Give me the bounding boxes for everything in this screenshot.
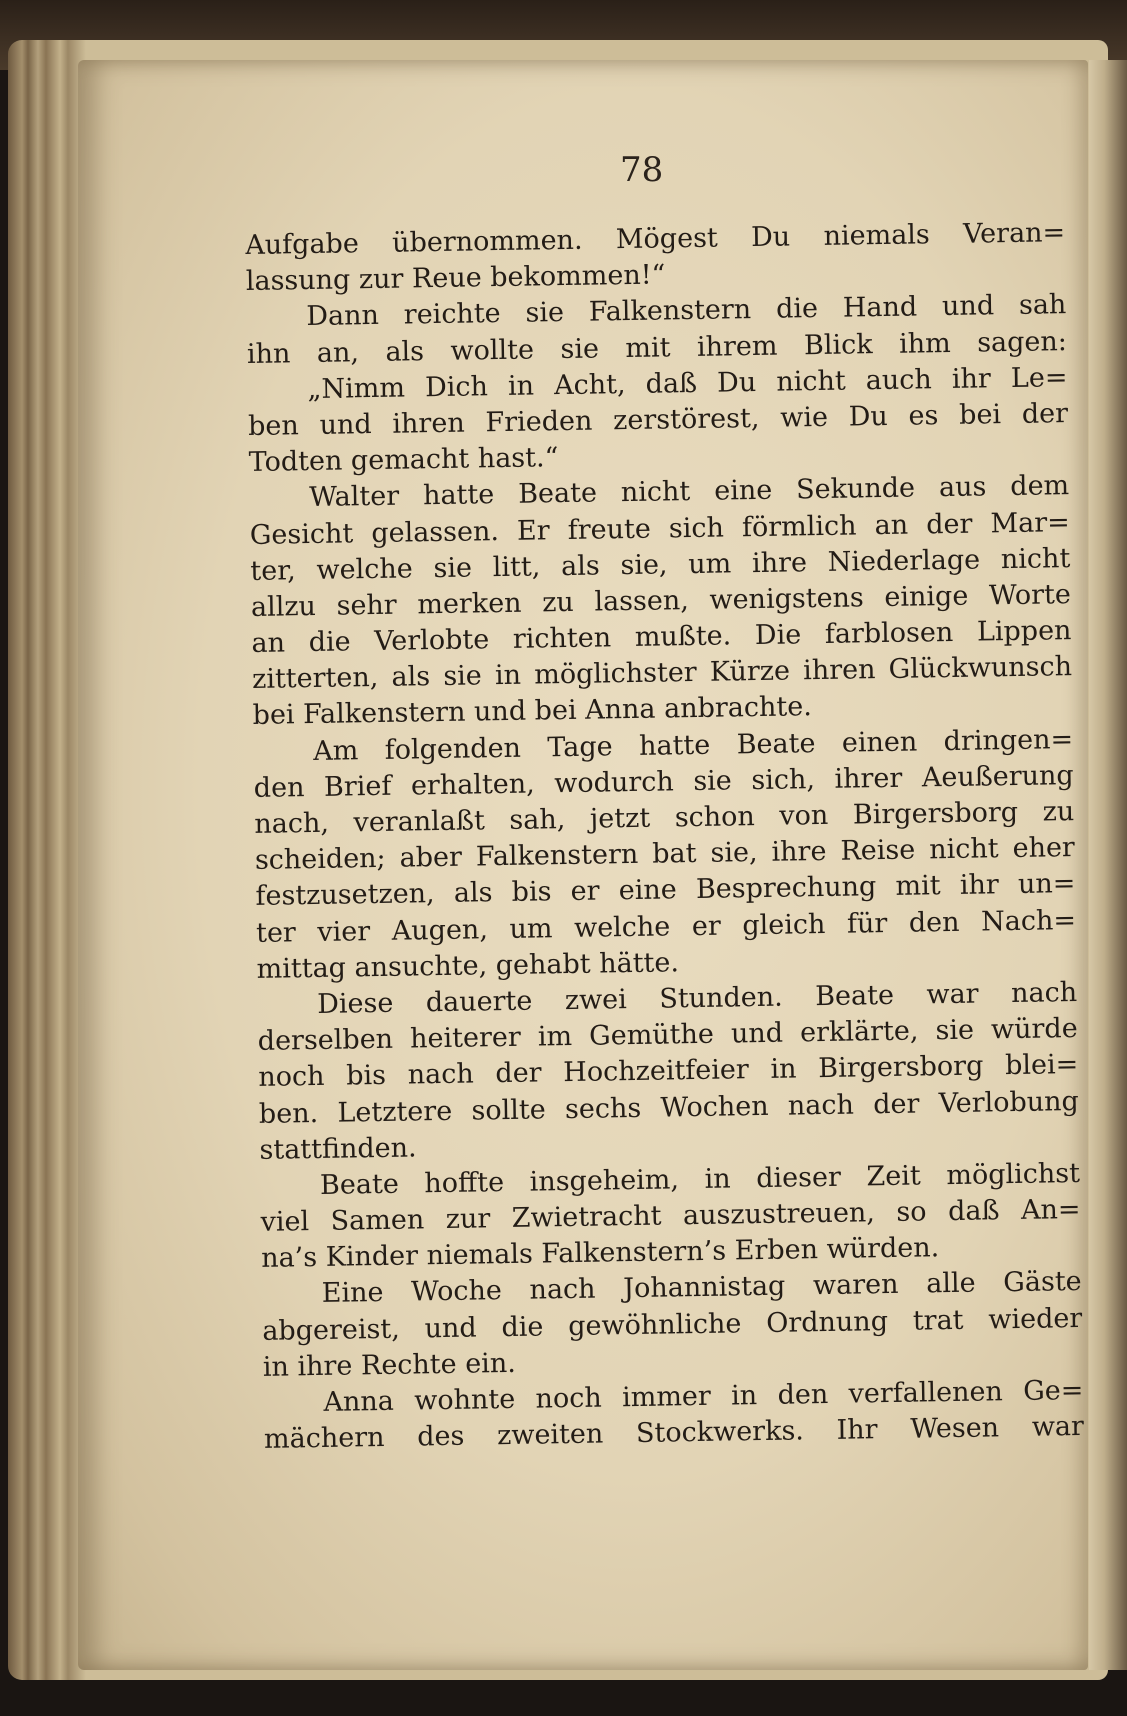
text-line: Eine Woche nach Johannistag waren alle Gäste — [321, 1266, 1082, 1310]
text-line: mächern des zweiten Stockwerks. Ihr Wesen war — [263, 1411, 1085, 1456]
text-line: in ihre Rechte ein. — [262, 1347, 517, 1383]
text-line: Todten gemacht hast.“ — [248, 442, 559, 479]
text-line: derselben heiterer im Gemüthe und erklärte, sie würde — [257, 1013, 1078, 1058]
text-line: lassung zur Reue bekommen!“ — [245, 259, 666, 298]
text-line: scheiden; aber Falkenstern bat sie, ihre Reise nicht eher — [254, 832, 1076, 877]
text-line: allzu sehr merken zu lassen, wenigstens einige Worte — [250, 578, 1072, 623]
text-line: zitterten, als sie in möglichster Kürze ihren Glückwunsch — [251, 651, 1073, 696]
text-line: Dann reichte sie Falkenstern die Hand und sah — [306, 289, 1067, 333]
page-edge-right — [1089, 60, 1127, 1670]
text-line: Beate hoffte insgeheim, in dieser Zeit möglichst — [319, 1157, 1081, 1201]
text-line: Gesicht gelassen. Er freute sich förmlich an der Mar= — [249, 506, 1070, 551]
text-line: ben. Letztere sollte sechs Wochen nach der Verlobung — [258, 1085, 1080, 1130]
text-line: „Nimm Dich in Acht, daß Du nicht auch ihr Le= — [307, 361, 1068, 405]
text-line: Anna wohnte noch immer in den verfallenen Ge= — [323, 1374, 1084, 1418]
text-line: nach, veranlaßt sah, jetzt schon von Birgersborg zu — [254, 796, 1075, 840]
text-line: na’s Kinder niemals Falkenstern’s Erben würden. — [260, 1232, 940, 1275]
page-number: 78 — [620, 150, 664, 190]
text-line: an die Verlobte richten mußte. Die farblosen Lippen — [251, 615, 1072, 660]
text-line: mittag ansuchte, gehabt hätte. — [256, 947, 680, 985]
text-line: Aufgabe übernommen. Mögest Du niemals Veran= — [245, 217, 1066, 261]
text-line: ter vier Augen, um welche er gleich für den Nach= — [255, 904, 1077, 949]
text-line: bei Falkenstern und bei Anna anbrachte. — [252, 691, 813, 732]
text-line: den Brief erhalten, wodurch sie sich, ihrer Aeußerung — [253, 759, 1074, 804]
body-text — [245, 215, 1084, 1458]
text-line: festzusetzen, als bis er eine Besprechung mit ihr un= — [255, 868, 1076, 913]
text-line: Walter hatte Beate nicht eine Sekunde aus dem — [309, 470, 1070, 514]
text-line: abgereist, und die gewöhnliche Ordnung trat wieder — [262, 1302, 1083, 1347]
text-line: Diese dauerte zwei Stunden. Beate war nach — [316, 976, 1078, 1020]
text-line: ter, welche sie litt, als sie, um ihre Niederlage nicht — [250, 542, 1071, 587]
text-line: ihn an, als wollte sie mit ihrem Blick ihm sagen: — [246, 325, 1068, 370]
text-line: viel Samen zur Zwietracht auszustreuen, so daß An= — [260, 1194, 1081, 1238]
text-line: noch bis nach der Hochzeitfeier in Birgersborg blei= — [258, 1049, 1079, 1094]
text-line: stattfinden. — [259, 1132, 417, 1166]
text-line: ben und ihren Frieden zerstörest, wie Du es bei der — [247, 398, 1069, 442]
text-line: Am folgenden Tage hatte Beate einen dringen= — [312, 723, 1074, 767]
